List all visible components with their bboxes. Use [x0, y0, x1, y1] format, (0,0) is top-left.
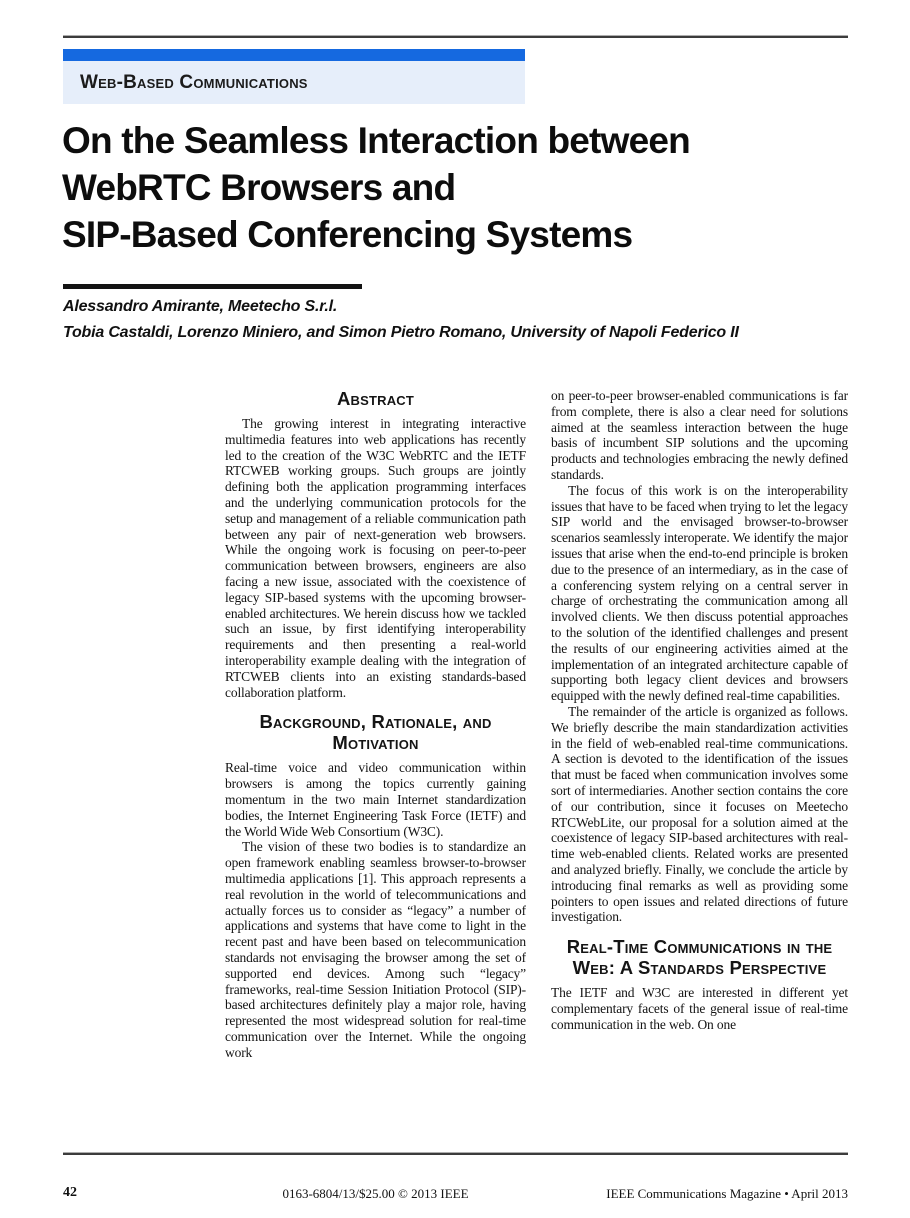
article-title: [62, 117, 690, 258]
background-paragraph-2-left: The vision of these two bodies is to standardize an open framework enabling seamless browser-to-browser multimedia applications [1]. This approach represents a real revolution in the world of telecommunications and actually forces us to consider as “legacy” a number of applications and systems that have come to light in the recent past and have been based on telecommunication standards not envisaging the browser among the set of supported end devices. Among such “legacy” frameworks, real-time Session Initiation Protocol (SIP)-based architectures definitely play a major role, having represented the most widespread solution for real-time communication over the Internet. While the ongoing work: [225, 839, 526, 1060]
author-line-1: Alessandro Amirante, Meetecho S.r.l.: [63, 298, 338, 315]
banner-accent-bar: [63, 49, 525, 61]
background-paragraph-3: The focus of this work is on the interoperability issues that have to be faced when trying to let the legacy SIP world and the envisaged browser-to-browser scenarios seamlessly interoperate. We identify the major issues that arise when the end-to-end principle is broken due to the presence of an intermediary, as in the case of a conferencing system relying on a central server in charge of orchestrating the communication among all involved clients. We then discuss potential approaches to the solution of the identified challenges and present the results of our engineering activities aimed at the implementation of an integrated architecture capable of supporting both legacy client devices and browsers equipped with the newly defined real-time capabilities.: [551, 482, 848, 704]
page-number: 42: [63, 1185, 77, 1200]
standards-paragraph-1: The IETF and W3C are interested in different yet complementary facets of the general issue of real-time communication in the web. On one: [551, 985, 848, 1032]
footer-rule: [63, 1152, 848, 1155]
banner-label: Web-Based Communications: [80, 71, 308, 93]
author-block: [63, 299, 739, 351]
title-line-3: SIP-Based Conferencing Systems: [62, 214, 633, 255]
footer-copyright: 0163-6804/13/$25.00 © 2013 IEEE: [282, 1186, 469, 1201]
title-line-1: On the Seamless Interaction between: [62, 120, 690, 161]
background-paragraph-1: Real-time voice and video communication within browsers is among the topics currently gaining momentum in the two main Internet standardization bodies, the Internet Engineering Task Force (IETF) and the World Wide Web Consortium (W3C).: [225, 760, 526, 839]
banner-body: [63, 61, 525, 104]
top-rule: [63, 35, 848, 38]
background-paragraph-4: The remainder of the article is organized as follows. We briefly describe the main standardization activities in the field of web-enabled real-time communications. A section is devoted to the identification of the issues that must be faced when communication involves some sort of intermediaries. Another section contains the core of our contribution, since it focuses on Meetecho RTCWebLite, our proposal for a solution aimed at the coexistence of legacy SIP-based architectures with real-time web-enabled clients. Related works are presented and analyzed briefly. Finally, we conclude the article by introducing final remarks as well as providing some pointers to open issues and related directions of future investigation.: [551, 703, 848, 925]
right-column: [551, 388, 848, 1144]
left-column: [225, 388, 526, 1146]
background-paragraph-2-continued: on peer-to-peer browser-enabled communications is far from complete, there is also a clear need for solutions aimed at the seamless interaction between the huge basis of incumbent SIP solutions and the upcoming products and technologies embracing the newly defined standards.: [551, 388, 848, 482]
abstract-paragraph: The growing interest in integrating interactive multimedia features into web applications has recently led to the creation of the W3C WebRTC and the IETF RTCWEB working groups. Such groups are jointly defining both the application programming interfaces and the underlying communication protocols for the setup and management of a reliable communication path between any pair of next-generation web browsers. While the ongoing work is focusing on peer-to-peer communication between browsers, engineers are also facing a new issue, associated with the coexistence of legacy SIP-based systems with the upcoming browser-enabled architectures. We herein discuss how we tackled such an issue, by first identifying interoperability requirements and then presenting a real-world interoperability example dealing with the integration of RTCWEB clients into an existing standards-based collaboration platform.: [225, 416, 526, 700]
section-banner: [63, 49, 525, 104]
background-heading: Background, Rationale, and Motivation: [259, 711, 492, 754]
title-line-2: WebRTC Browsers and: [62, 167, 456, 208]
footer-journal-info: IEEE Communications Magazine • April 2013: [606, 1186, 848, 1201]
abstract-heading: Abstract: [336, 388, 415, 409]
standards-heading: Real-Time Communications in the Web: A Standards Perspective: [566, 936, 833, 979]
author-rule: [63, 284, 362, 289]
author-line-2: Tobia Castaldi, Lorenzo Miniero, and Simon Pietro Romano, University of Napoli Federico II: [63, 324, 739, 341]
